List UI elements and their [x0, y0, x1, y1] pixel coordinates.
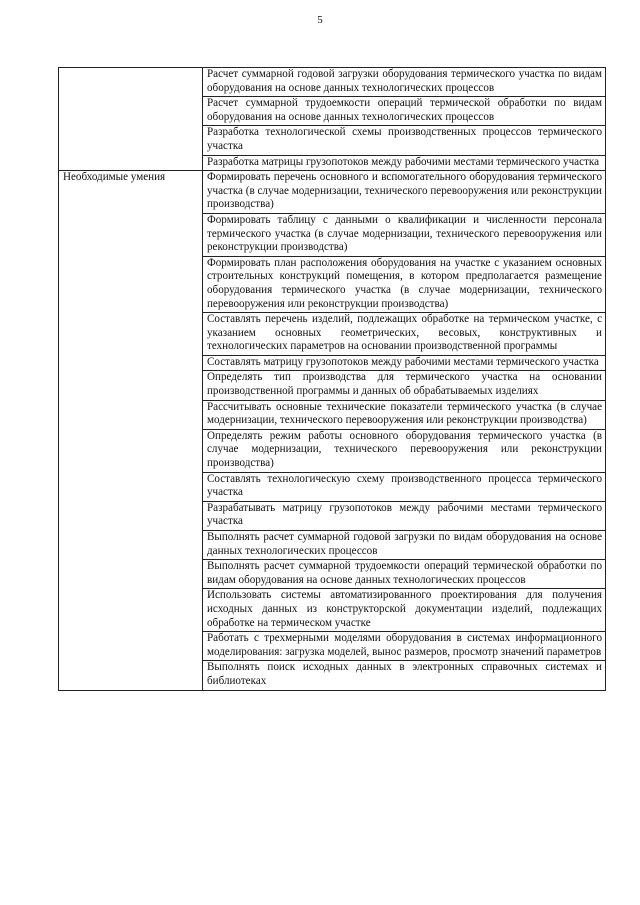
row-label-cell [59, 560, 203, 589]
row-description: Определять режим работы основного оборудования термического участка (в случае модернизации, технического перевооружения или реконструкции производства) [207, 429, 602, 470]
requirements-table [58, 67, 606, 691]
row-label-cell [59, 661, 203, 690]
row-description-cell [203, 97, 606, 126]
table-row [59, 472, 606, 501]
row-description: Формировать план расположения оборудования на участке с указанием основных строительных конструкций помещения, в котором предполагается размещение оборудования термического участка (в случае модернизации, технического перевооружения или реконструкции производства) [207, 256, 602, 310]
row-description: Использовать системы автоматизированного проектирования для получения исходных данных из конструкторской документации изделий, подлежащих обработке на термическом участке [207, 589, 602, 629]
row-description: Выполнять расчет суммарной трудоемкости операций термической обработки по видам оборудования на основе данных технологических процессов [207, 560, 602, 586]
row-description-cell [203, 126, 606, 155]
table-row [59, 661, 606, 690]
row-label-cell [59, 68, 203, 97]
row-label-cell [59, 97, 203, 126]
row-label-cell [59, 355, 203, 371]
table-row [59, 355, 606, 371]
row-label-cell [59, 400, 203, 429]
table-row [59, 371, 606, 400]
row-label-cell [59, 472, 203, 501]
row-description: Формировать таблицу с данными о квалификации и численности персонала термического участка (в случае модернизации, технического перевооружения или реконструкции производства) [207, 213, 602, 254]
table-row [59, 313, 606, 356]
row-description-cell [203, 155, 606, 171]
row-description: Определять тип производства для термического участка на основании производственной программы и данных об обрабатываемых изделиях [207, 371, 602, 398]
row-label-cell [59, 171, 203, 214]
row-description-cell [203, 632, 606, 661]
row-description-cell [203, 589, 606, 632]
row-description-cell [203, 171, 606, 214]
row-description: Разработка матрицы грузопотоков между рабочими местами термического участка [207, 155, 600, 168]
row-description: Выполнять поиск исходных данных в электронных справочных системах и библиотеках [207, 661, 602, 687]
row-description: Разрабатывать матрицу грузопотоков между рабочими местами термического участка [207, 501, 602, 528]
row-description-cell [203, 501, 606, 530]
table-row [59, 429, 606, 472]
row-description: Разработка технологической схемы производственных процессов термического участка [207, 126, 602, 152]
row-description-cell [203, 400, 606, 429]
table-row [59, 256, 606, 312]
row-description-cell [203, 560, 606, 589]
row-label-cell [59, 589, 203, 632]
table-row [59, 155, 606, 171]
table-row [59, 97, 606, 126]
row-description-cell [203, 661, 606, 690]
row-description: Составлять перечень изделий, подлежащих обработке на термическом участке, с указанием основных геометрических, весовых, конструктивных и технологических параметров на основании производственной программы [207, 313, 602, 353]
table-row [59, 560, 606, 589]
row-label-cell [59, 531, 203, 560]
row-description-cell [203, 472, 606, 501]
row-description-cell [203, 531, 606, 560]
row-description-cell [203, 256, 606, 312]
row-label: Необходимые умения [63, 171, 166, 184]
table-row [59, 68, 606, 97]
table-row [59, 171, 606, 214]
row-label-cell [59, 429, 203, 472]
row-description-cell [203, 313, 606, 356]
row-description: Расчет суммарной годовой загрузки оборудования термического участка по видам оборудования на основе данных технологических процессов [207, 68, 602, 94]
table-row [59, 213, 606, 256]
row-label-cell [59, 501, 203, 530]
table-row [59, 400, 606, 429]
row-description: Расчет суммарной трудоемкости операций термической обработки по видам оборудования на основе данных технологических процессов [207, 97, 602, 123]
row-description-cell [203, 213, 606, 256]
row-description: Формировать перечень основного и вспомогательного оборудования термического участка (в случае модернизации, технического перевооружения или реконструкции производства) [207, 171, 602, 211]
table-body [59, 68, 606, 691]
row-label-cell [59, 256, 203, 312]
row-description-cell [203, 371, 606, 400]
row-description-cell [203, 355, 606, 371]
table-row [59, 632, 606, 661]
row-description: Выполнять расчет суммарной годовой загрузки по видам оборудования на основе данных технологических процессов [207, 531, 602, 557]
row-description-cell [203, 429, 606, 472]
table-row [59, 501, 606, 530]
row-label-cell [59, 155, 203, 171]
row-description: Работать с трехмерными моделями оборудования в системах информационного моделирования: загрузка моделей, вынос размеров, просмотр значений параметров [207, 632, 602, 658]
row-description: Составлять матрицу грузопотоков между рабочими местами термического участка [207, 355, 599, 368]
row-description: Рассчитывать основные технические показатели термического участка (в случае модернизации, технического перевооружения или реконструкции производства) [207, 400, 602, 427]
row-label-cell [59, 126, 203, 155]
row-description-cell [203, 68, 606, 97]
row-label-cell [59, 313, 203, 356]
page-number: 5 [317, 14, 323, 26]
row-label-cell [59, 371, 203, 400]
row-label-cell [59, 213, 203, 256]
table-row [59, 531, 606, 560]
table-row [59, 126, 606, 155]
row-description: Составлять технологическую схему производственного процесса термического участка [207, 472, 602, 499]
table-row [59, 589, 606, 632]
row-label-cell [59, 632, 203, 661]
